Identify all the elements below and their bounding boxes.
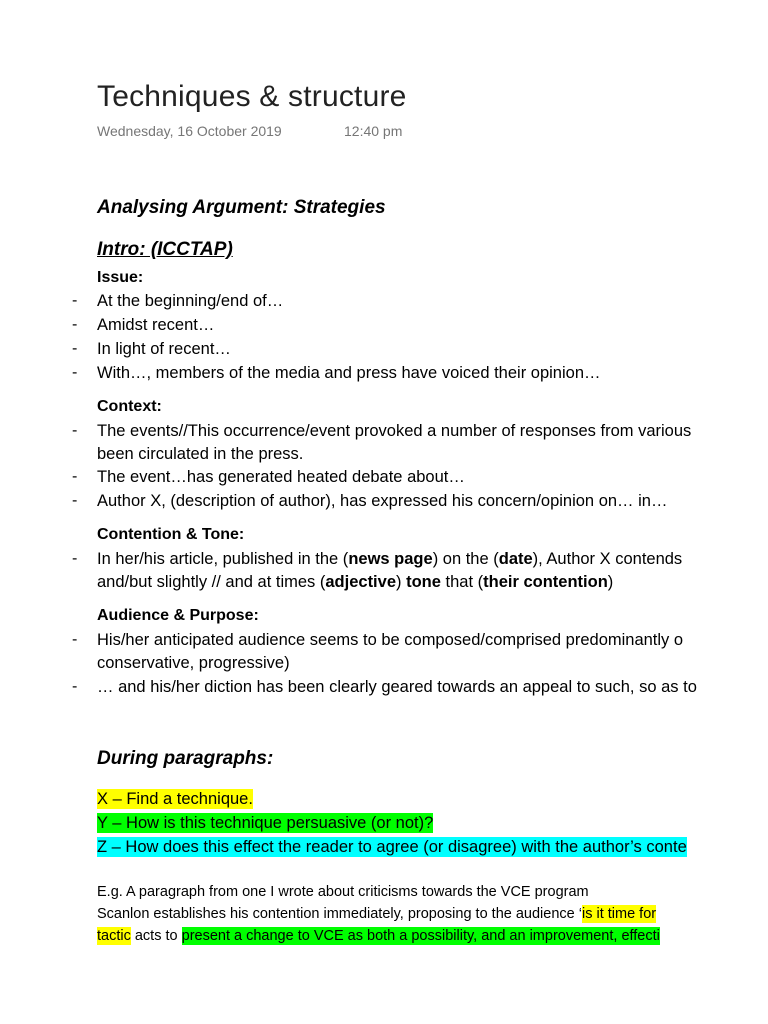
context-item-1-line-2: been circulated in the press. — [97, 445, 304, 463]
context-item-3: Author X, (description of author), has expressed his concern/opinion on… in… — [97, 492, 668, 510]
text-run: and/but slightly // and at times ( — [97, 573, 326, 591]
text-run: that ( — [440, 573, 484, 591]
page-date: Wednesday, 16 October 2019 — [97, 123, 282, 139]
intro-heading: Intro: (ICCTAP) — [97, 239, 233, 260]
text-run: ) — [396, 573, 407, 591]
context-label: Context: — [97, 398, 162, 415]
audience-item-1-line-2: conservative, progressive) — [97, 654, 290, 672]
audience-item-2: … and his/her diction has been clearly geared towards an appeal to such, so as to — [97, 678, 697, 696]
main-heading: Analysing Argument: Strategies — [97, 197, 386, 218]
context-item-1-line-1: The events//This occurrence/event provoked a number of responses from various — [97, 422, 692, 440]
highlight-run: tactic — [97, 928, 131, 944]
bullet-dash: - — [72, 292, 78, 309]
y-step-text: Y – How is this technique persuasive (or not)? — [97, 814, 434, 832]
z-step-text: Z – How does this effect the reader to agree (or disagree) with the author’s conte — [97, 838, 687, 856]
text-run: acts to — [130, 928, 182, 944]
text-run: ) on the ( — [432, 550, 499, 568]
issue-item-2: Amidst recent… — [97, 316, 215, 334]
issue-label: Issue: — [97, 269, 144, 286]
paragraphs-heading: During paragraphs: — [97, 748, 274, 769]
x-step — [97, 790, 253, 809]
bullet-dash: - — [72, 492, 78, 509]
issue-item-4: With…, members of the media and press have voiced their opinion… — [97, 364, 601, 382]
contention-line-1 — [97, 550, 682, 569]
bullet-dash: - — [72, 422, 78, 439]
example-line-1: E.g. A paragraph from one I wrote about criticisms towards the VCE program — [97, 884, 589, 900]
highlight-run: is it time for — [581, 906, 657, 922]
highlight-run: present a change to VCE as both a possibility, and an improvement, effecti — [181, 928, 660, 944]
bullet-dash: - — [72, 340, 78, 357]
bullet-dash: - — [72, 468, 78, 485]
bold-run: news page — [348, 550, 433, 568]
issue-item-3: In light of recent… — [97, 340, 231, 358]
context-item-2: The event…has generated heated debate about… — [97, 468, 465, 486]
bullet-dash: - — [72, 631, 78, 648]
text-run: Scanlon establishes his contention immediately, proposing to the audience ‘ — [97, 906, 582, 922]
contention-label: Contention & Tone: — [97, 526, 245, 543]
bold-run: their contention — [483, 573, 608, 591]
bullet-dash: - — [72, 678, 78, 695]
page-time: 12:40 pm — [344, 123, 403, 139]
bold-run: date — [498, 550, 533, 568]
text-run: ), Author X contends — [532, 550, 683, 568]
bullet-dash: - — [72, 550, 78, 567]
y-step — [97, 814, 433, 833]
bold-run: adjective — [325, 573, 396, 591]
bullet-dash: - — [72, 364, 78, 381]
text-run: ) — [607, 573, 614, 591]
audience-item-1-line-1: His/her anticipated audience seems to be composed/comprised predominantly o — [97, 631, 684, 649]
issue-item-1: At the beginning/end of… — [97, 292, 284, 310]
example-line-3 — [97, 928, 660, 944]
z-step — [97, 838, 687, 857]
page-title: Techniques & structure — [97, 80, 407, 113]
example-line-2 — [97, 906, 656, 922]
bold-run: tone — [406, 573, 441, 591]
text-run: In her/his article, published in the ( — [97, 550, 349, 568]
bullet-dash: - — [72, 316, 78, 333]
audience-label: Audience & Purpose: — [97, 607, 259, 624]
contention-line-2 — [97, 573, 613, 592]
x-step-text: X – Find a technique. — [97, 790, 253, 808]
